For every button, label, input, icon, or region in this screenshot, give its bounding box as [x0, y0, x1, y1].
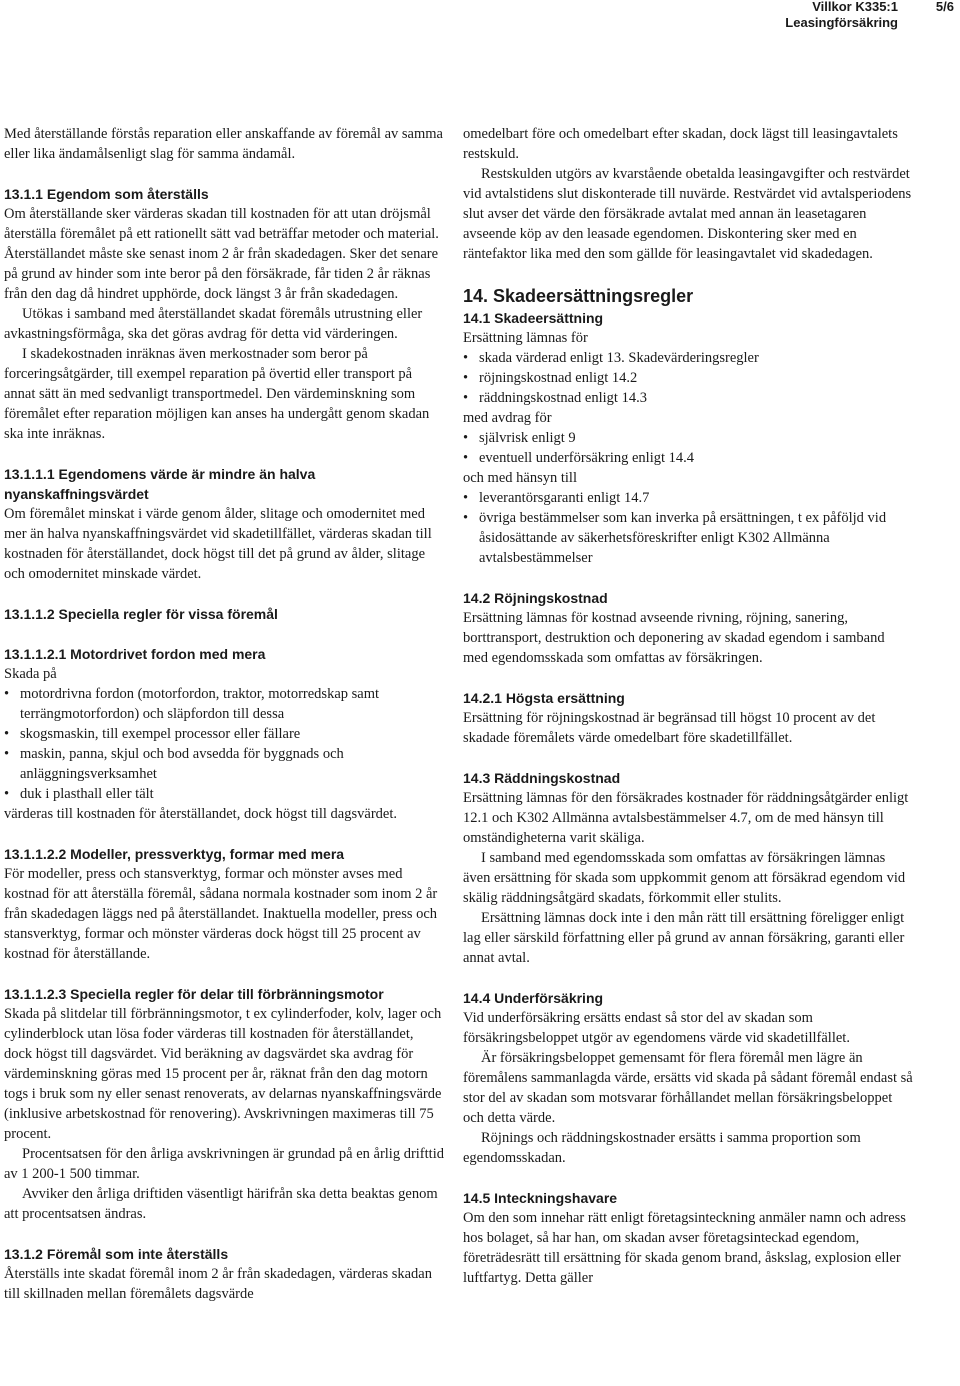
list-item: • självrisk enligt 9 — [463, 428, 913, 448]
bullet-list — [4, 684, 444, 804]
paragraph: Återställandet måste ske senast inom 2 år från skadedagen. Sker det senare på grund av hinder som inte beror på den försäkrade, får tiden 2 år räknas från den dag då hindret upphörde, dock längst 3 år från skadedagen. — [4, 246, 439, 302]
paragraph: Avviker den årliga driftiden väsentligt härifrån ska detta beaktas genom att procentsatsen ändras. — [4, 1186, 438, 1222]
section-14-heading: 14. Skadeersättningsregler — [463, 286, 694, 306]
paragraph: Ersättning lämnas för kostnad avseende rivning, röjning, sanering, borttransport, destruktion och deponering av skadad egendom i samband med egendomsskada som omfattas av försäkringen. — [463, 610, 885, 666]
list-item: • maskin, panna, skjul och bod avsedda för byggnads och anläggningsverksamhet — [4, 744, 444, 784]
paragraph: Restskulden utgörs av kvarstående obetalda leasingavgifter och restvärdet vid avtalstidens slut diskonterade till nuvärde. Restvärdet vid avtalsperiodens slut avser det värde den försäkrade avtalat med annan än leasetagaren avseende köp av den leasade egendomen. Diskontering sker med en räntefaktor lika med den som gällde för leasingavtalet vid skadedagen. — [463, 166, 912, 262]
section-14-2-heading: 14.2 Röjningskostnad — [463, 590, 608, 606]
paragraph: Ersättning lämnas dock inte i den mån rätt till ersättning föreligger enligt lag eller särskild författning eller på grund av annan försäkring, garanti eller annat avtal. — [463, 910, 905, 966]
list-item: • duk i plasthall eller tält — [4, 784, 444, 804]
section-14-5-heading: 14.5 Inteckningshavare — [463, 1190, 618, 1206]
list-intro: och med hänsyn till — [463, 470, 577, 486]
section-13-1-1-1-heading: 13.1.1.1 Egendomens värde är mindre än halva nyanskaffningsvärdet — [4, 466, 316, 502]
paragraph: Om föremålet minskat i värde genom ålder, slitage och omodernitet med mer än halva nyanskaffningsvärdet vid skadetillfället, värderas skadan till kostnaden för återställandet, dock högst till det på grund av ålder, slitage och omodernitet minskade värdet. — [4, 506, 432, 582]
paragraph: Ersättning lämnas för den försäkrades kostnader för räddningsåtgärder enligt 12.1 och K302 Allmänna avtalsbestämmelser 4.7, om de med hänsyn till omständigheterna varit skäliga. — [463, 790, 909, 846]
right-column — [463, 124, 913, 1288]
paragraph: Ersättning för röjningskostnad är begränsad till högst 10 procent av det skadade föremålets värde omedelbart före skadetillfället. — [463, 710, 876, 746]
list-intro: Ersättning lämnas för — [463, 330, 588, 346]
section-14-2-1-heading: 14.2.1 Högsta ersättning — [463, 690, 625, 706]
paragraph: Procentsatsen för den årliga avskrivningen är grundad på en årlig drifttid av 1 200-1 500 timmar. — [4, 1146, 444, 1182]
document-id: Villkor K335:1 — [812, 0, 898, 14]
bullet-list — [463, 348, 913, 408]
section-13-1-1-2-1-heading: 13.1.1.2.1 Motordrivet fordon med mera — [4, 646, 266, 662]
intro-paragraph: Med återställande förstås reparation eller anskaffande av föremål av samma eller lika ändamålsenligt slag för samma ändamål. — [4, 126, 443, 162]
paragraph: värderas till kostnaden för återställandet, dock högst till dagsvärdet. — [4, 806, 397, 822]
paragraph: I samband med egendomsskada som omfattas av försäkringen lämnas även ersättning för skada som uppkommit genom att försäkrad egendom vid skälig räddningsåtgärd skadats, förkommit eller stulits. — [463, 850, 906, 906]
paragraph: Är försäkringsbeloppet gemensamt för flera föremål men lägre än föremålens sammanlagda värde, ersätts vid skada på sådant föremål endast så stor del av skadan som motsvarar förhållandet mellan försäkringsbeloppet och detta värde. — [463, 1050, 913, 1126]
left-column — [4, 124, 444, 1304]
section-13-1-1-2-heading: 13.1.1.2 Speciella regler för vissa föremål — [4, 606, 278, 622]
paragraph: Återställs inte skadat föremål inom 2 år från skadedagen, värderas skadan till skillnaden mellan föremålets dagsvärde — [4, 1266, 432, 1302]
paragraph: Om den som innehar rätt enligt företagsinteckning anmäler namn och adress hos bolaget, så har han, om skadan avser företagsinteckad egendom, företrädesrätt till ersättning för skada genom brand, åskslag, explosion eller luftfartyg. Detta gäller — [463, 1210, 906, 1286]
list-intro: med avdrag för — [463, 410, 552, 426]
paragraph: Om återställande sker värderas skadan till kostnaden för att utan dröjsmål återställa föremålet på ett rationellt sätt vad beträffar metoder och material. — [4, 206, 439, 242]
section-14-1-heading: 14.1 Skadeersättning — [463, 310, 604, 326]
list-item: • övriga bestämmelser som kan inverka på ersättningen, t ex påföljd vid åsidosättande av säkerhetsföreskrifter enligt K302 Allmänna avtalsbestämmelser — [463, 508, 913, 568]
paragraph: I skadekostnaden inräknas även merkostnader som beror på forceringsåtgärder, till exempel reparation på övertid eller transport på annat sätt än med sedvanligt transportmedel. Den värdeminskning som föremålet efter reparation möjligen kan anses ha undergått genom skadan ska inte inräknas. — [4, 346, 430, 442]
paragraph: För modeller, press och stansverktyg, formar och mönster avses med kostnad för att återställa föremål, sådana normala kostnader som inom 2 år från skadedagen läggs ned på återställandet. Inaktuella modeller, press och stansverktyg, formar och mönster värderas dock högst till 25 procent av kostnad för återställande. — [4, 866, 438, 962]
paragraph: Utökas i samband med återställandet skadat föremåls utrustning eller avkastningsförmåga, ska det göras avdrag för detta vid värderingen. — [4, 306, 423, 342]
paragraph: Skada på slitdelar till förbränningsmotor, t ex cylinderfoder, kolv, lager och cylinderblock utan lösa foder värderas till kostnaden för återställandet, dock högst till dagsvärdet. Vid beräkning av dagsvärdet ska avdrag för värdeminskning göras med 15 procent per år, räknat från den dag motorn togs i bruk som ny eller senast renoverats, av delarnas nyanskaffningsvärde (inklusive arbetskostnad för renovering). Avskrivningen maximeras till 75 procent. — [4, 1006, 442, 1142]
list-intro: Skada på — [4, 666, 57, 682]
paragraph: Vid underförsäkring ersätts endast så stor del av skadan som försäkringsbeloppet utgör av egendomens värde vid skadetillfället. — [463, 1010, 850, 1046]
list-item: • eventuell underförsäkring enligt 14.4 — [463, 448, 913, 468]
section-13-1-1-2-3-heading: 13.1.1.2.3 Speciella regler för delar till förbränningsmotor — [4, 986, 384, 1002]
list-item: • skogsmaskin, till exempel processor eller fällare — [4, 724, 444, 744]
list-item: • röjningskostnad enligt 14.2 — [463, 368, 913, 388]
section-14-3-heading: 14.3 Räddningskostnad — [463, 770, 621, 786]
list-item: • räddningskostnad enligt 14.3 — [463, 388, 913, 408]
list-item: • motordrivna fordon (motorfordon, traktor, motorredskap samt terrängmotorfordon) och släpfordon till dessa — [4, 684, 444, 724]
list-item: • skada värderad enligt 13. Skadevärderingsregler — [463, 348, 913, 368]
list-item: • leverantörsgaranti enligt 14.7 — [463, 488, 913, 508]
paragraph: Röjnings och räddningskostnader ersätts i samma proportion som egendomsskadan. — [463, 1130, 861, 1166]
section-14-4-heading: 14.4 Underförsäkring — [463, 990, 604, 1006]
section-13-1-2-heading: 13.1.2 Föremål som inte återställs — [4, 1246, 229, 1262]
bullet-list — [463, 488, 913, 568]
section-13-1-1-2-2-heading: 13.1.1.2.2 Modeller, pressverktyg, formar med mera — [4, 846, 345, 862]
section-13-1-1-heading: 13.1.1 Egendom som återställs — [4, 186, 209, 202]
bullet-list — [463, 428, 913, 468]
product-name: Leasingförsäkring — [785, 15, 898, 30]
paragraph: omedelbart före och omedelbart efter skadan, dock lägst till leasingavtalets restskuld. — [463, 126, 898, 162]
page-number: 5/6 — [935, 0, 954, 14]
